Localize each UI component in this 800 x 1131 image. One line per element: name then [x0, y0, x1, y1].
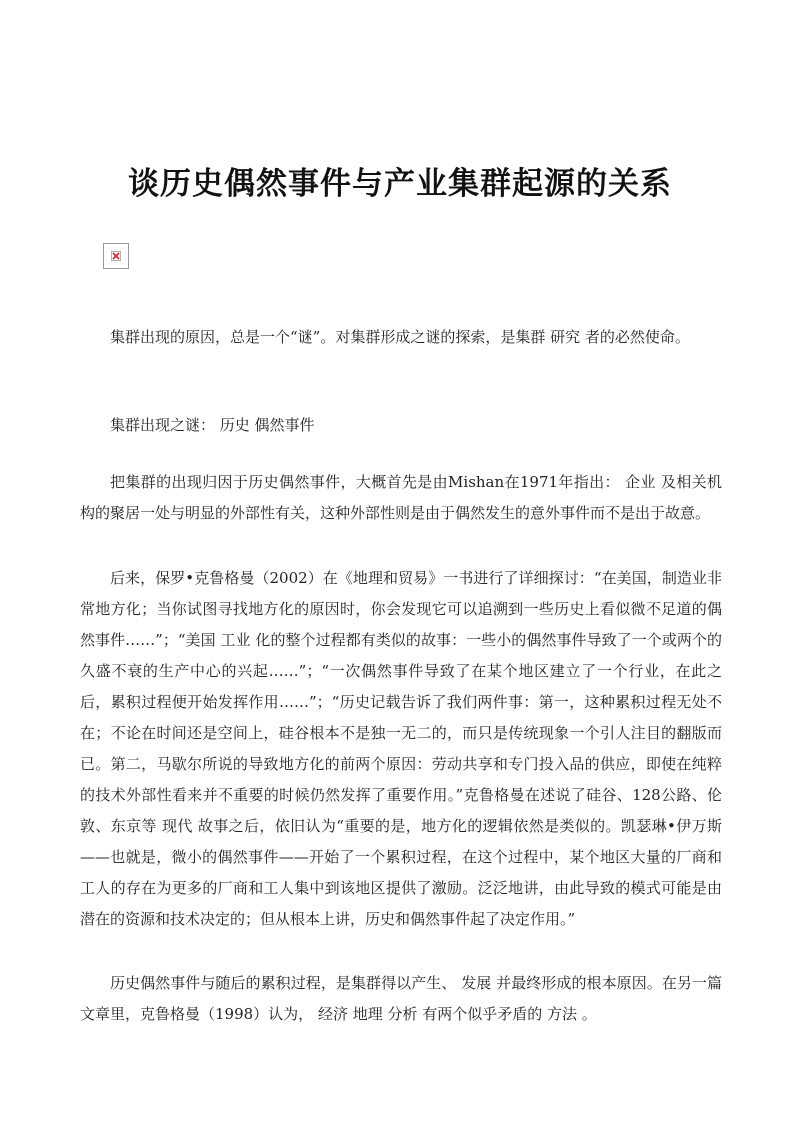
- paragraph-intro: 集群出现的原因，总是一个“谜”。对集群形成之谜的探索，是集群 研究 者的必然使命。: [110, 328, 690, 346]
- paragraph-mishan: 把集群的出现归因于历史偶然事件，大概首先是由Mishan在1971年指出： 企业 及相关机构的聚居一处与明显的外部性有关，这种外部性则是由于偶然发生的意外事件而不是出于故意。: [80, 473, 722, 522]
- paragraph-conclusion: 历史偶然事件与随后的累积过程，是集群得以产生、 发展 并最终形成的根本原因。在另一篇文章里，克鲁格曼（1998）认为， 经济 地理 分析 有两个似乎矛盾的 方法 。: [80, 974, 722, 1023]
- red-x-icon: [112, 252, 120, 260]
- paragraph-krugman: 后来，保罗•克鲁格曼（2002）在《地理和贸易》一书进行了详细探讨：“在美国，制造业非常地方化；当你试图寻找地方化的原因时，你会发现它可以追溯到一些历史上看似微不足道的偶然事件……”；“美国 工业 化的整个过程都有类似的故事：一些小的偶然事件导致了一个或两个的久盛不衰的生产中心的兴起……”；“一次偶然事件导致了在某个地区建立了一个行业，在此之后，累积过程便开始发挥作用……”；“历史记载告诉了我们两件事：第一，这种累积过程无处不在；不论在时间还是空间上，硅谷根本不是独一无二的，而只是传统现象一个引人注目的翻版而已。第二，马歇尔所说的导致地方化的前两个原因：劳动共享和专门投入品的供应，即使在纯粹的技术外部性看来并不重要的时候仍然发挥了重要作用。”克鲁格曼在述说了硅谷、128公路、伦敦、东京等 现代 故事之后，依旧认为“重要的是，地方化的逻辑依然是类似的。凯瑟琳•伊万斯——也就是，微小的偶然事件——开始了一个累积过程，在这个过程中，某个地区大量的厂商和工人的存在为更多的厂商和工人集中到该地区提供了激励。泛泛地讲，由此导致的模式可能是由潜在的资源和技术决定的；但从根本上讲，历史和偶然事件起了决定作用。”: [80, 569, 722, 928]
- broken-image-icon: [103, 243, 129, 269]
- document-title: 谈历史偶然事件与产业集群起源的关系: [128, 166, 672, 202]
- section-heading: 集群出现之谜： 历史 偶然事件: [110, 416, 315, 434]
